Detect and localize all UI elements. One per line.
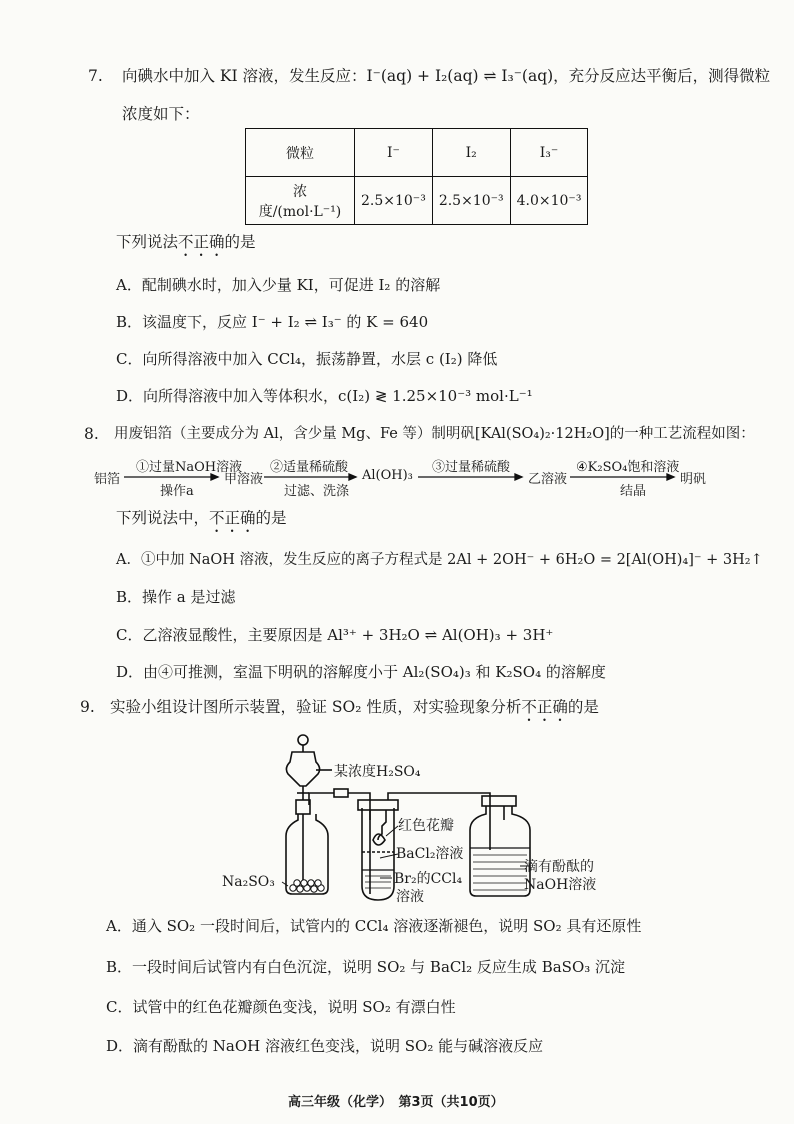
q9-option-d: D．滴有酚酞的 NaOH 溶液红色变浅，说明 SO₂ 能与碱溶液反应 (106, 1037, 544, 1055)
flask-stopper (296, 800, 310, 814)
q8-option-b: B．操作 a 是过滤 (116, 588, 236, 606)
flow-step4-operation: 结晶 (620, 484, 647, 499)
q8-option-d: D．由④可推测，室温下明矾的溶解度小于 Al₂(SO₄)₃ 和 K₂SO₄ 的溶解度 (116, 663, 606, 681)
wash-bottle (470, 806, 530, 896)
q7-option-c: C．向所得溶液中加入 CCl₄，振荡静置，水层 c (I₂) 降低 (116, 350, 498, 368)
tube-connector (334, 789, 348, 797)
flow-step2-operation: 过滤、洗涤 (284, 484, 350, 499)
q9-stem-post: 的是 (567, 698, 599, 716)
label-br2-line1: Br₂的CCl₄ (394, 871, 463, 887)
label-bacl2: BaCl₂溶液 (396, 846, 464, 862)
label-red-petal: 红色花瓣 (398, 818, 454, 834)
flow-step2-reagent: ②适量稀硫酸 (270, 460, 349, 475)
funnel-stopper (298, 735, 308, 745)
flow-start: 铝箔 (94, 472, 121, 487)
label-acid: 某浓度H₂SO₄ (334, 764, 421, 780)
q9-option-a: A．通入 SO₂ 一段时间后，试管内的 CCl₄ 溶液逐渐褪色，说明 SO₂ 具有还原性 (106, 917, 642, 935)
table-cell: I₃⁻ (510, 129, 588, 177)
q9-option-b: B．一段时间后试管内有白色沉淀，说明 SO₂ 与 BaCl₂ 反应生成 BaSO₃ 沉淀 (106, 958, 626, 976)
q9-stem-pre: 实验小组设计图所示装置，验证 SO₂ 性质，对实验现象分析 (110, 698, 522, 716)
label-naoh-line1: 滴有酚酞的 (524, 859, 594, 875)
q7-option-d: D．向所得溶液中加入等体积水，c(I₂) ≷ 1.25×10⁻³ mol·L⁻¹ (116, 387, 533, 405)
table-cell: I₂ (432, 129, 510, 177)
q8-number: 8. (84, 425, 99, 443)
q7-prompt-pre: 下列说法 (116, 233, 179, 251)
q7-stem-line1: 向碘水中加入 KI 溶液，发生反应：I⁻(aq) + I₂(aq) ⇌ I₃⁻(aq)，充分反应达平衡后，测得微粒 (122, 67, 771, 85)
table-header-species: 微粒 (246, 129, 355, 177)
table-header-concentration: 浓度/(mol·L⁻¹) (246, 177, 355, 225)
q8-option-a: A．①中加 NaOH 溶液，发生反应的离子方程式是 2Al + 2OH⁻ + 6H₂O = 2[Al(OH)₄]⁻ + 3H₂↑ (116, 552, 763, 568)
test-tube (362, 808, 394, 900)
q7-prompt-post: 的是 (224, 233, 256, 251)
flow-step3-reagent: ③过量稀硫酸 (432, 460, 511, 475)
bottle-stopper (482, 796, 516, 806)
q9-number: 9. (80, 698, 95, 716)
flow-node-jia: 甲溶液 (224, 472, 264, 487)
flow-node-aloh3: Al(OH)₃ (362, 468, 413, 483)
label-br2-line2: 溶液 (396, 889, 424, 905)
flow-step1-reagent: ①过量NaOH溶液 (136, 460, 243, 475)
page-footer: 高三年级（化学） 第3页（共10页） (288, 1095, 504, 1110)
q7-stem-line2: 浓度如下： (122, 105, 200, 123)
flow-step1-operation: 操作a (160, 484, 194, 499)
q8-stem: 用废铝箔（主要成分为 Al，含少量 Mg、Fe 等）制明矾[KAl(SO₄)₂·12H₂O]的一种工艺流程如图： (114, 426, 755, 442)
q7-prompt-emphasis: 不正确 (178, 233, 225, 251)
separatory-funnel (286, 752, 319, 786)
q8-prompt-emphasis: 不正确 (209, 509, 256, 527)
label-naoh-line2: NaOH溶液 (524, 877, 597, 893)
label-na2so3: Na₂SO₃ (222, 874, 275, 890)
q7-option-a: A．配制碘水时，加入少量 KI，可促进 I₂ 的溶解 (116, 276, 441, 294)
flow-node-yi: 乙溶液 (528, 472, 568, 487)
flow-step4-reagent: ④K₂SO₄饱和溶液 (576, 460, 680, 475)
table-cell: 4.0×10⁻³ (510, 177, 588, 225)
q8-prompt-pre: 下列说法中， (116, 509, 210, 527)
q7-option-b: B．该温度下，反应 I⁻ + I₂ ⇌ I₃⁻ 的 K = 640 (116, 313, 429, 331)
q7-number: 7. (88, 67, 103, 85)
q8-option-c: C．乙溶液显酸性，主要原因是 Al³⁺ + 3H₂O ⇌ Al(OH)₃ + 3H⁺ (116, 626, 554, 644)
test-tube-stopper (358, 800, 398, 810)
q8-prompt-post: 的是 (255, 509, 287, 527)
q9-option-c: C．试管中的红色花瓣颜色变浅，说明 SO₂ 有漂白性 (106, 998, 456, 1016)
table-cell: 2.5×10⁻³ (432, 177, 510, 225)
flow-end: 明矾 (680, 472, 707, 487)
table-cell: I⁻ (355, 129, 433, 177)
q9-stem-emphasis: 不正确 (521, 698, 568, 716)
table-cell: 2.5×10⁻³ (355, 177, 433, 225)
